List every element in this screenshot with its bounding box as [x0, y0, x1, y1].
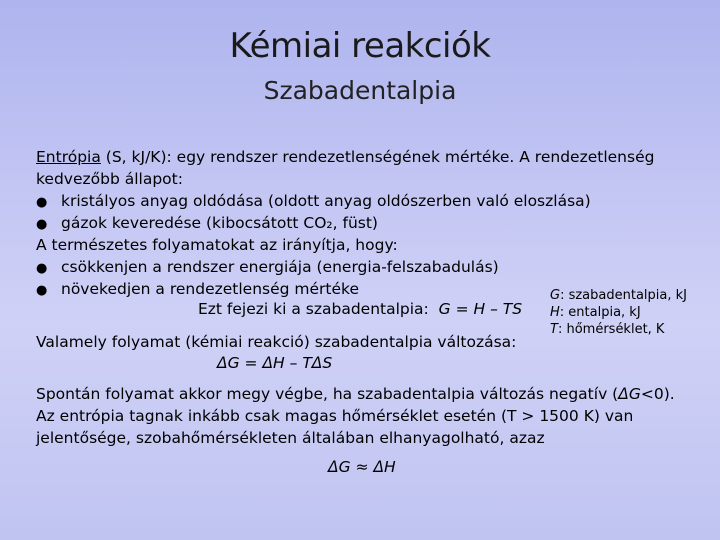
change-line: Valamely folyamat (kémiai reakció) szabadentalpia változása: [36, 333, 517, 351]
slide-title: Kémiai reakciók [229, 26, 491, 66]
entropy-note-line1: Az entrópia tagnak inkább csak magas hőmérséklet esetén (T > 1500 K) van [36, 407, 634, 425]
entropy-definition-text: (S, kJ/K): egy rendszer rendezetlenségének mértéke. A rendezetlenség [100, 148, 655, 166]
entropy-term: Entrópia [36, 148, 101, 166]
gibbs-formula: G = H – TS [438, 300, 523, 318]
change-formula [217, 354, 332, 372]
legend-item-g [550, 287, 687, 304]
list-item [36, 190, 591, 214]
legend-symbol: H [550, 305, 560, 320]
spontan-formula: ΔG [618, 385, 641, 403]
legend-symbol: T [550, 322, 558, 337]
entropy-definition [36, 146, 654, 168]
bullet-icon: ● [36, 283, 48, 298]
spontan-tail: <0). [640, 385, 675, 403]
list-item [36, 212, 378, 236]
slide-subtitle: Szabadentalpia [263, 76, 457, 105]
list-item-text: növekedjen a rendezetlenség mértéke [61, 280, 359, 298]
nature-line: A természetes folyamatokat az irányítja, hogy: [36, 236, 398, 254]
final-formula-text: ΔG ≈ ΔH [328, 458, 396, 476]
final-formula [328, 458, 396, 476]
list-item-text: kristályos anyag oldódása (oldott anyag oldószerben való eloszlása) [61, 192, 591, 210]
expression-line [198, 300, 522, 318]
bullet-icon: ● [36, 195, 48, 210]
legend-item-h [550, 304, 641, 321]
expression-label: Ezt fejezi ki a szabadentalpia: [198, 300, 429, 318]
entropy-definition-line2: kedvezőbb állapot: [36, 170, 183, 188]
bullet-icon: ● [36, 217, 48, 232]
list-item [36, 278, 359, 302]
legend-text: : hőmérséklet, K [557, 322, 665, 337]
list-item-text: gázok keveredése (kibocsátott CO₂, füst) [61, 214, 378, 232]
list-item [36, 256, 499, 280]
legend-item-t [550, 321, 664, 338]
list-item-text: csökkenjen a rendszer energiája (energia-felszabadulás) [61, 258, 499, 276]
bullet-icon: ● [36, 261, 48, 276]
legend-text: : szabadentalpia, kJ [560, 288, 687, 303]
entropy-note-line2: jelentősége, szobahőmérsékleten általában elhanyagolható, azaz [36, 429, 545, 447]
legend-symbol: G [550, 288, 561, 303]
change-formula-text: ΔG = ΔH – TΔS [217, 354, 333, 372]
spontan-text: Spontán folyamat akkor megy végbe, ha szabadentalpia változás negatív ( [36, 385, 619, 403]
spontan-line [36, 383, 675, 405]
legend-text: : entalpia, kJ [559, 305, 641, 320]
